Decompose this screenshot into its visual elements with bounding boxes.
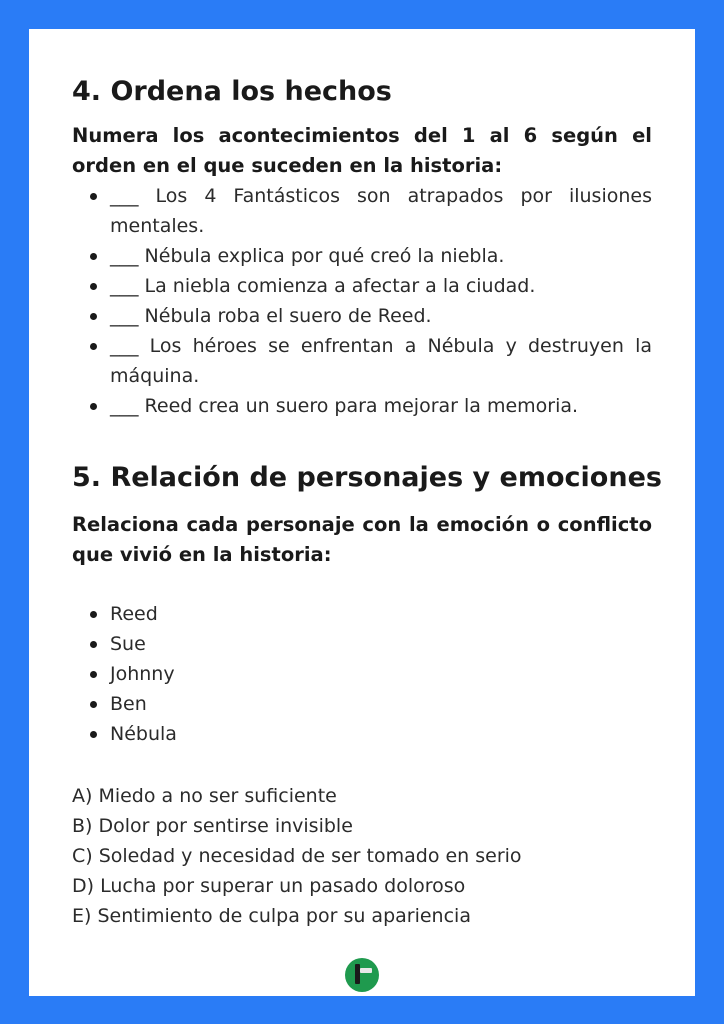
event-item: ___ Reed crea un suero para mejorar la memoria. [72, 391, 652, 421]
character-item: Nébula [72, 719, 652, 749]
brand-logo-icon [345, 958, 379, 992]
event-item: ___ Los héroes se enfrentan a Nébula y destruyen la máquina. [72, 331, 652, 391]
event-item: ___ La niebla comienza a afectar a la ciudad. [72, 271, 652, 301]
emotion-option: C) Soledad y necesidad de ser tomado en serio [72, 845, 522, 867]
event-item: ___ Los 4 Fantásticos son atrapados por ilusiones mentales. [72, 181, 652, 241]
emotion-option: E) Sentimiento de culpa por su apariencia [72, 905, 471, 927]
event-item: ___ Nébula explica por qué creó la niebla. [72, 241, 652, 271]
characters-list [72, 599, 652, 749]
section-5-instruction: Relaciona cada personaje con la emoción o conflicto que vivió en la historia: [72, 513, 652, 566]
emotion-option: B) Dolor por sentirse invisible [72, 815, 353, 837]
emotion-option: D) Lucha por superar un pasado doloroso [72, 875, 466, 897]
character-item: Johnny [72, 659, 652, 689]
section-5-title: 5. Relación de personajes y emociones [72, 462, 662, 493]
emotion-option: A) Miedo a no ser suficiente [72, 785, 337, 807]
event-item: ___ Nébula roba el suero de Reed. [72, 301, 652, 331]
worksheet-page [29, 29, 695, 996]
section-4-instruction: Numera los acontecimientos del 1 al 6 según el orden en el que suceden en la historia: [72, 124, 652, 177]
events-list [72, 181, 652, 421]
emotion-options [72, 781, 652, 931]
character-item: Sue [72, 629, 652, 659]
character-item: Ben [72, 689, 652, 719]
section-4-title: 4. Ordena los hechos [72, 76, 392, 107]
character-item: Reed [72, 599, 652, 629]
